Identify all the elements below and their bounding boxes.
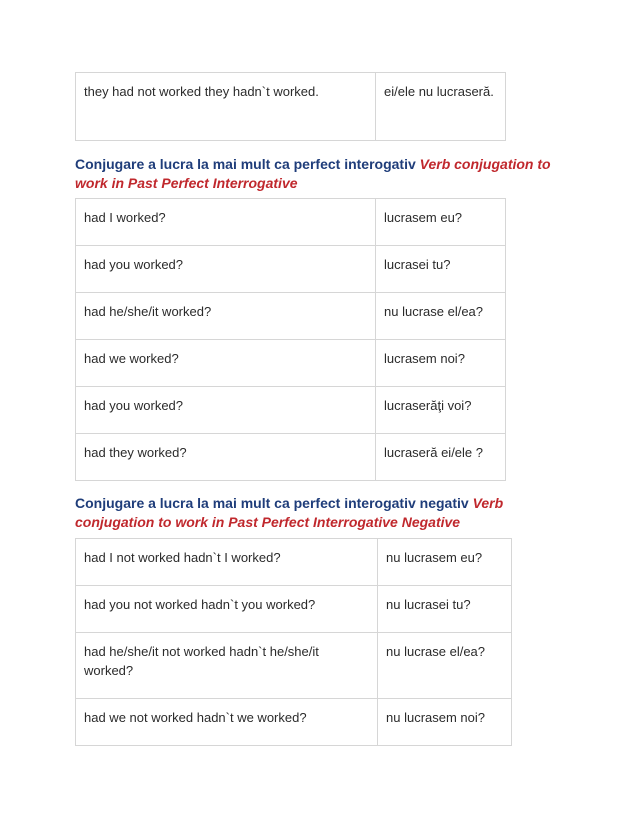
section-heading-interrogative-negative — [75, 494, 555, 532]
romanian-form-cell: ei/ele nu lucraseră. — [376, 73, 506, 141]
romanian-form-cell: lucrasei tu? — [376, 246, 506, 293]
heading-english: Verb conjugation to work in Past Perfect Interrogative Negative — [75, 495, 504, 530]
english-form-cell: had we worked? — [76, 340, 376, 387]
english-form-cell: had you worked? — [76, 246, 376, 293]
table-row — [76, 539, 512, 586]
table-row — [76, 586, 512, 633]
table-row — [76, 199, 506, 246]
heading-romanian: Conjugare a lucra la mai mult ca perfect interogativ negativ — [75, 495, 469, 511]
romanian-form-cell: lucraseră ei/ele ? — [376, 434, 506, 481]
english-form-cell: had you worked? — [76, 387, 376, 434]
english-form-cell: had he/she/it not worked hadn`t he/she/it worked? — [76, 633, 378, 699]
table-row — [76, 73, 506, 141]
romanian-form-cell: lucrasem noi? — [376, 340, 506, 387]
romanian-form-cell: nu lucrase el/ea? — [376, 293, 506, 340]
romanian-form-cell: nu lucrase el/ea? — [378, 633, 512, 699]
romanian-form-cell: nu lucrasem eu? — [378, 539, 512, 586]
section-heading-interrogative — [75, 155, 555, 193]
english-form-cell: had you not worked hadn`t you worked? — [76, 586, 378, 633]
english-form-cell: had he/she/it worked? — [76, 293, 376, 340]
english-form-cell: had I worked? — [76, 199, 376, 246]
romanian-form-cell: nu lucrasei tu? — [378, 586, 512, 633]
english-form-cell: they had not worked they hadn`t worked. — [76, 73, 376, 141]
conjugation-table-interrogative — [75, 198, 506, 481]
table-row — [76, 340, 506, 387]
conjugation-table-negative-continued — [75, 72, 506, 141]
conjugation-table-interrogative-negative — [75, 538, 512, 746]
table-row — [76, 699, 512, 746]
english-form-cell: had they worked? — [76, 434, 376, 481]
romanian-form-cell: lucrasem eu? — [376, 199, 506, 246]
english-form-cell: had we not worked hadn`t we worked? — [76, 699, 378, 746]
romanian-form-cell: lucraserăţi voi? — [376, 387, 506, 434]
heading-romanian: Conjugare a lucra la mai mult ca perfect interogativ — [75, 156, 416, 172]
table-row — [76, 246, 506, 293]
english-form-cell: had I not worked hadn`t I worked? — [76, 539, 378, 586]
heading-english: Verb conjugation to work in Past Perfect Interrogative — [75, 156, 551, 191]
table-row — [76, 434, 506, 481]
romanian-form-cell: nu lucrasem noi? — [378, 699, 512, 746]
table-row — [76, 387, 506, 434]
table-row — [76, 633, 512, 699]
table-row — [76, 293, 506, 340]
